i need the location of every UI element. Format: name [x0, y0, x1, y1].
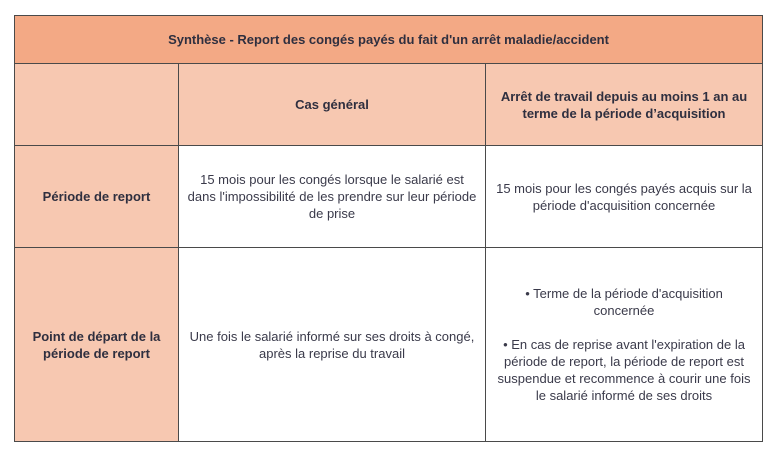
header-general-case: Cas général — [179, 64, 486, 146]
table-row — [15, 248, 763, 442]
row-label-periode-de-report: Période de report — [15, 146, 179, 248]
cell-general-periode-de-report: 15 mois pour les congés lorsque le salarié est dans l'impossibilité de les prendre sur leur période de prise — [179, 146, 486, 248]
synthesis-table — [14, 15, 763, 442]
cell-long-stop-periode-de-report — [486, 146, 763, 248]
bullet-item: • Terme de la période d'acquisition concernée — [525, 286, 723, 318]
table-title: Synthèse - Report des congés payés du fait d'un arrêt maladie/accident — [15, 16, 763, 64]
cell-text: 15 mois pour les congés payés acquis sur la période d'acquisition concernée — [496, 180, 752, 213]
row-label-point-de-depart: Point de départ de la période de report — [15, 248, 179, 442]
bullet-item: • En cas de reprise avant l'expiration de la période de report, la période de report est suspendue et recommence à courir une fois le salarié informé de ses droits — [497, 337, 751, 403]
table-row — [15, 146, 763, 248]
table-title-row — [15, 16, 763, 64]
cell-general-point-de-depart: Une fois le salarié informé sur ses droits à congé, après la reprise du travail — [179, 248, 486, 442]
header-long-work-stop: Arrêt de travail depuis au moins 1 an au terme de la période d’acquisition — [486, 64, 763, 146]
header-empty-cell — [15, 64, 179, 146]
table-header-row — [15, 64, 763, 146]
cell-long-stop-point-de-depart — [486, 248, 763, 442]
